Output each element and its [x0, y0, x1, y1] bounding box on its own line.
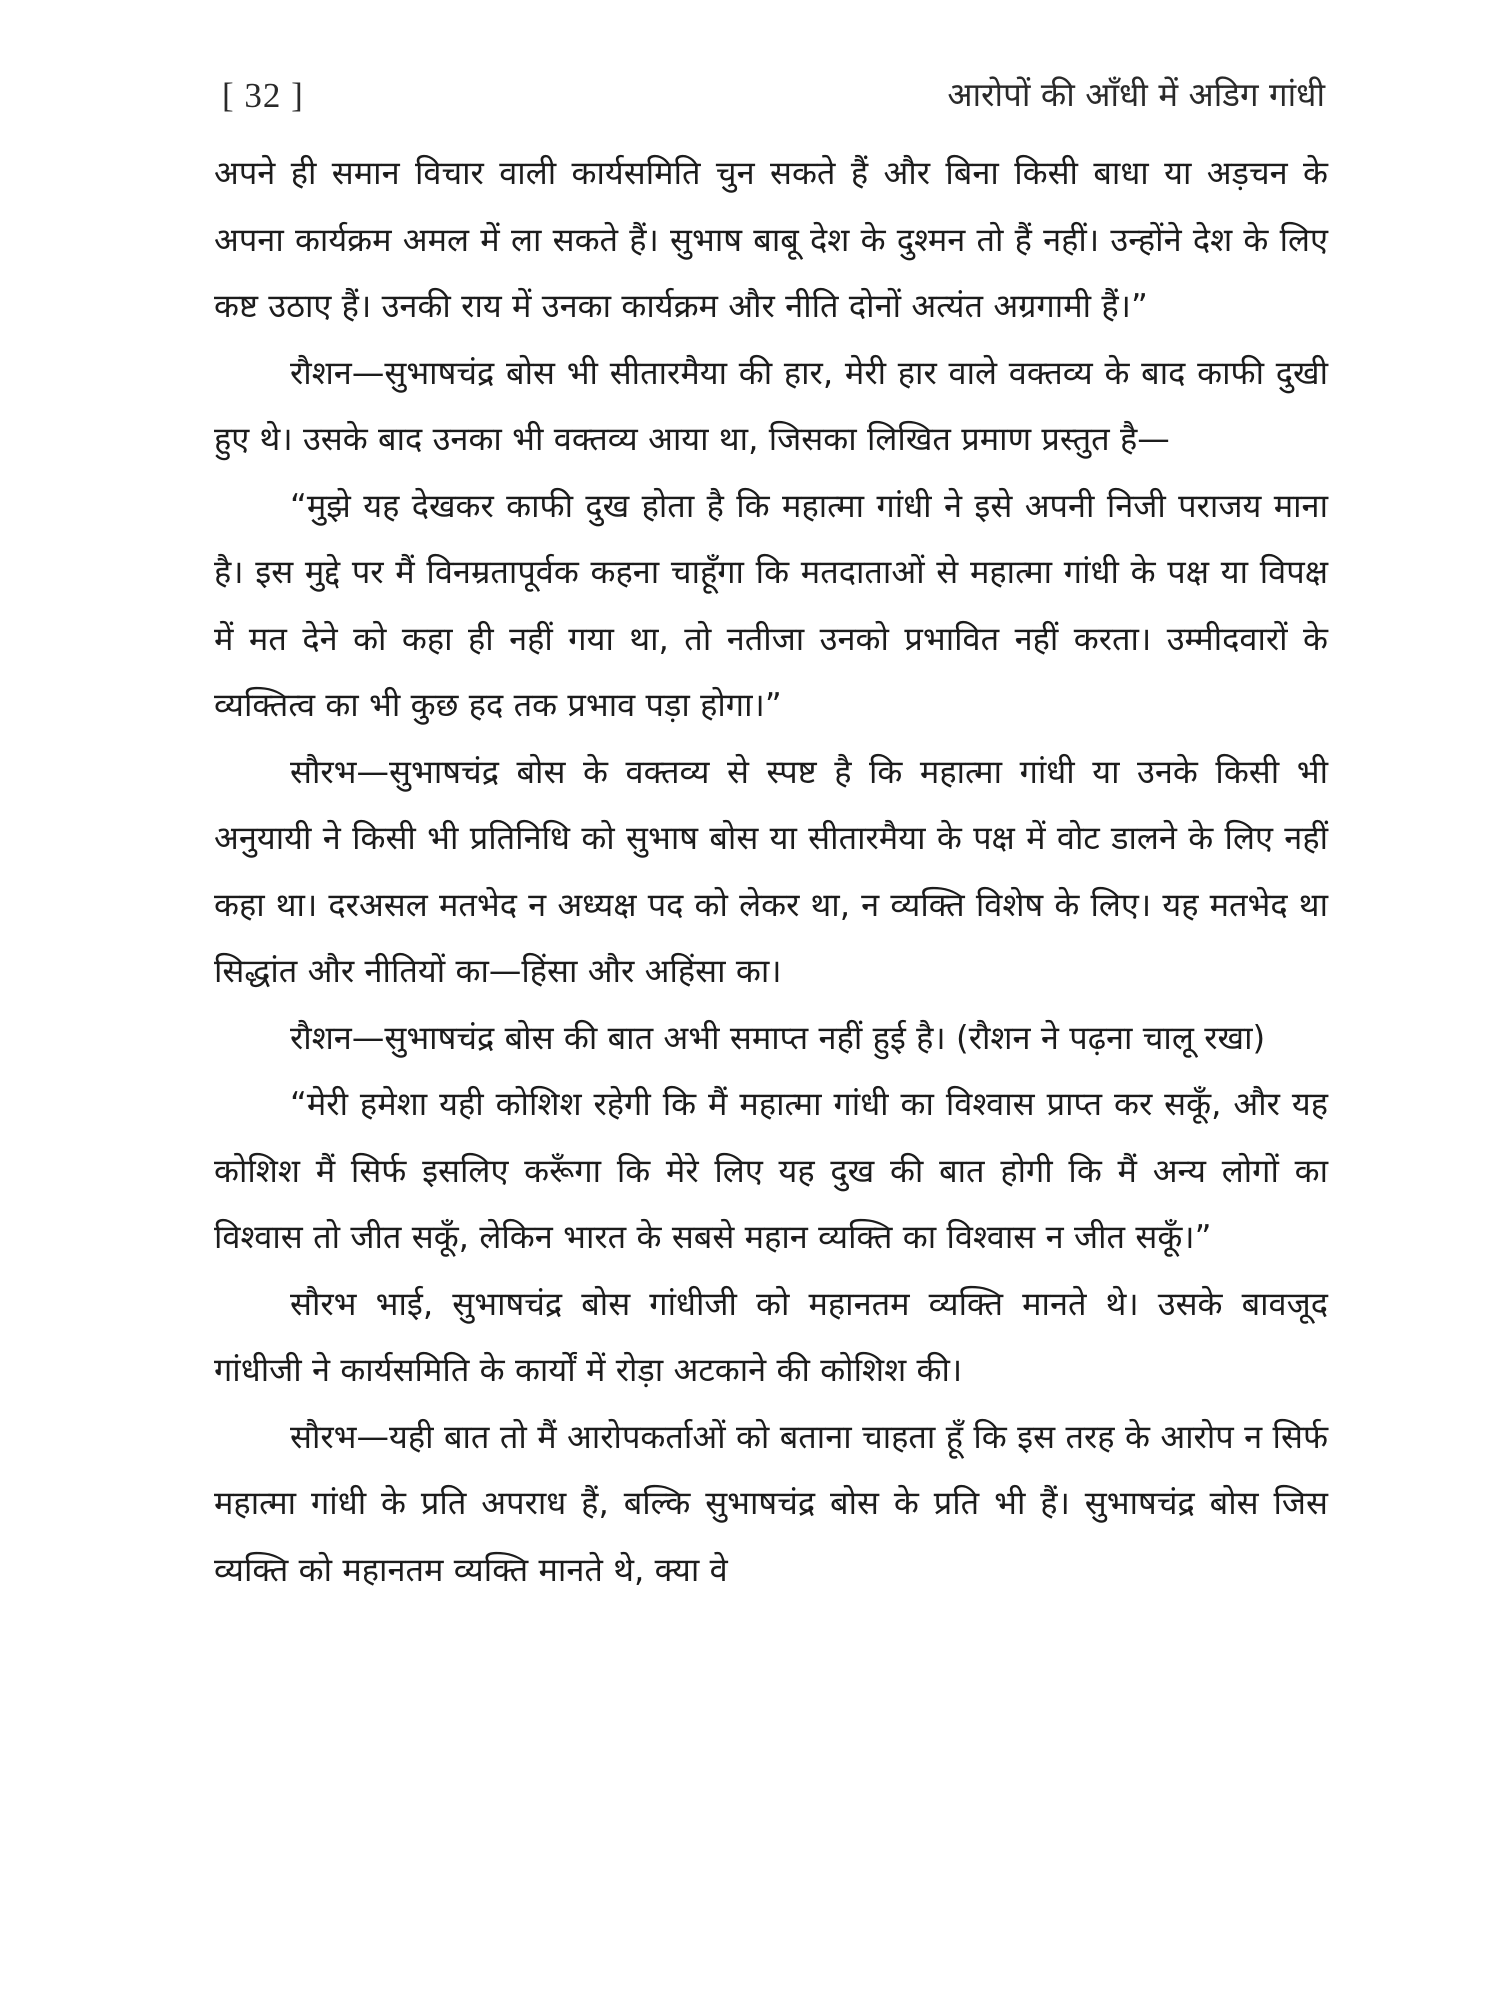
paragraph-text: सुभाषचंद्र बोस भी सीतारमैया की हार, मेरी हार वाले वक्तव्य के बाद काफी दुखी हुए थे। उसके बाद उनका भी वक्तव्य आया था, जिसका लिखित प्रमाण प्रस्तुत है— — [214, 353, 1328, 458]
paragraph-5 — [214, 1005, 1328, 1072]
paragraph-1 — [214, 140, 1328, 340]
paragraph-text: “मुझे यह देखकर काफी दुख होता है कि महात्मा गांधी ने इसे अपनी निजी पराजय माना है। इस मुद्दे पर मैं विनम्रतापूर्वक कहना चाहूँगा कि मतदाताओं से महात्मा गांधी के पक्ष या विपक्ष में मत देने को कहा ही नहीं गया था, तो नतीजा उनको प्रभावित नहीं करता। उम्मीदवारों के व्यक्तित्व का भी कुछ हद तक प्रभाव पड़ा होगा।” — [214, 486, 1328, 724]
page-number: [ 32 ] — [222, 76, 304, 115]
paragraph-6 — [214, 1071, 1328, 1271]
paragraph-text: सुभाषचंद्र बोस के वक्तव्य से स्पष्ट है कि महात्मा गांधी या उनके किसी भी अनुयायी ने किसी भी प्रतिनिधि को सुभाष बोस या सीतारमैया के पक्ष में वोट डालने के लिए नहीं कहा था। दरअसल मतभेद न अध्यक्ष पद को लेकर था, न व्यक्ति विशेष के लिए। यह मतभेद था सिद्धांत और नीतियों का—हिंसा और अहिंसा का। — [214, 752, 1328, 990]
running-title: आरोपों की आँधी में अडिग गांधी — [947, 75, 1325, 114]
speaker-label: सौरभ— — [290, 752, 390, 791]
paragraph-text: “मेरी हमेशा यही कोशिश रहेगी कि मैं महात्मा गांधी का विश्वास प्राप्त कर सकूँ, और यह कोशिश मैं सिर्फ इसलिए करूँगा कि मेरे लिए यह दुख की बात होगी कि मैं अन्य लोगों का विश्वास तो जीत सकूँ, लेकिन भारत के सबसे महान व्यक्ति का विश्वास न जीत सकूँ।” — [214, 1085, 1328, 1256]
paragraph-8 — [214, 1404, 1328, 1604]
paragraph-text: यही बात तो मैं आरोपकर्ताओं को बताना चाहता हूँ कि इस तरह के आरोप न सिर्फ महात्मा गांधी के प्रति अपराध हैं, बल्कि सुभाषचंद्र बोस के प्रति भी हैं। सुभाषचंद्र बोस जिस व्यक्ति को महानतम व्यक्ति मानते थे, क्या वे — [214, 1417, 1328, 1589]
paragraph-text: सौरभ भाई, सुभाषचंद्र बोस गांधीजी को महानतम व्यक्ति मानते थे। उसके बावजूद गांधीजी ने कार्यसमिति के कार्यों में रोड़ा अटकाने की कोशिश की। — [214, 1284, 1328, 1389]
speaker-label: सौरभ— — [290, 1417, 390, 1456]
paragraph-3 — [214, 473, 1328, 739]
body-text — [214, 140, 1328, 1603]
speaker-label: रौशन— — [290, 353, 385, 392]
paragraph-7 — [214, 1271, 1328, 1404]
paragraph-2 — [214, 340, 1328, 473]
paragraph-text: अपने ही समान विचार वाली कार्यसमिति चुन सकते हैं और बिना किसी बाधा या अड़चन के अपना कार्यक्रम अमल में ला सकते हैं। सुभाष बाबू देश के दुश्मन तो हैं नहीं। उन्होंने देश के लिए कष्ट उठाए हैं। उनकी राय में उनका कार्यक्रम और नीति दोनों अत्यंत अग्रगामी हैं।” — [214, 154, 1328, 325]
paragraph-text: सुभाषचंद्र बोस की बात अभी समाप्त नहीं हुई है। (रौशन ने पढ़ना चालू रखा) — [384, 1018, 1266, 1057]
speaker-label: रौशन— — [290, 1018, 385, 1057]
page-header — [222, 56, 1325, 116]
paragraph-4 — [214, 739, 1328, 1005]
